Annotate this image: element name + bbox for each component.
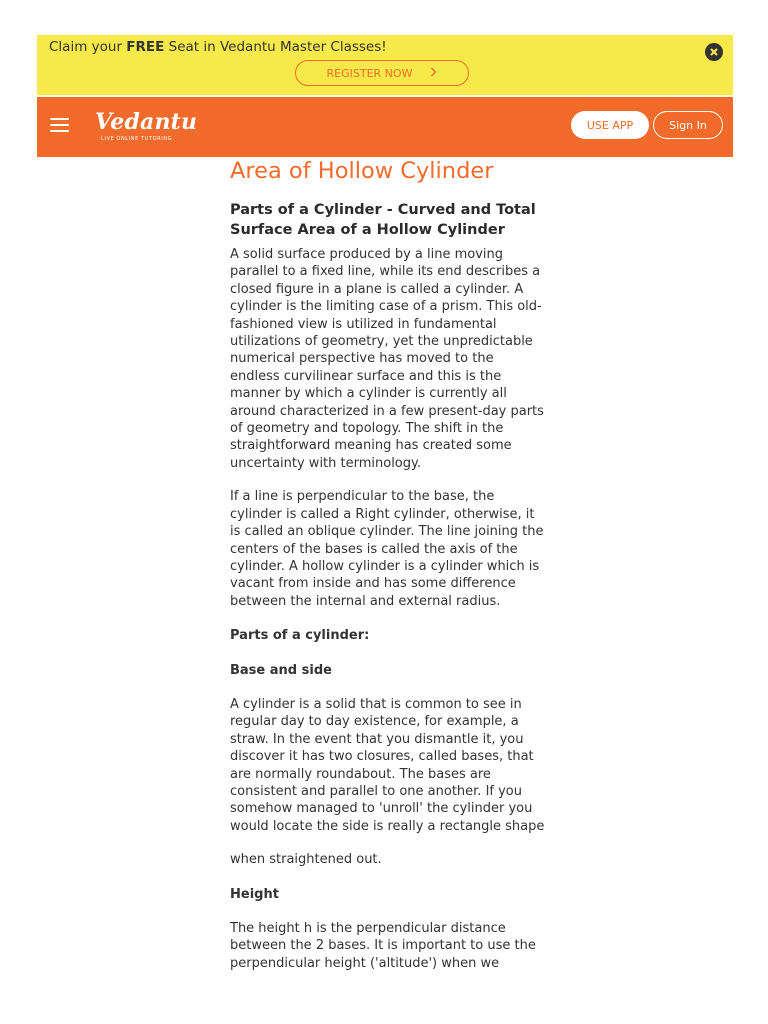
subheading-height: Height	[230, 886, 279, 902]
top-navbar	[37, 97, 733, 157]
register-now-button[interactable]	[295, 60, 469, 86]
subheading-parts: Parts of a cylinder:	[230, 628, 370, 644]
sign-in-button[interactable]: Sign In	[653, 111, 723, 139]
paragraph-right-oblique: If a line is perpendicular to the base, the cylinder is called a Right cylinder, otherwise, it is called an oblique cylinder. The line joining the centers of the bases is called the axis of the cylinder. A hollow cylinder is a cylinder which is vacant from inside and has some difference between the internal and external radius.	[230, 489, 544, 609]
logo-tagline: LIVE ONLINE TUTORING	[101, 136, 173, 142]
hamburger-menu-icon[interactable]	[50, 118, 69, 132]
vedantu-logo[interactable]	[95, 109, 198, 145]
promo-banner	[37, 35, 733, 95]
paragraph-base-side: A cylinder is a solid that is common to see in regular day to day existence, for example, a straw. In the event that you dismantle it, you discover it has two closures, called bases, that are normally roundabout. The bases are consistent and parallel to one another. If you somehow managed to 'unroll' the cylinder you would locate the side is really a rectangle shape	[230, 696, 545, 834]
paragraph-straightened: when straightened out.	[230, 852, 382, 868]
chevron-right-icon	[430, 66, 437, 80]
subheading-base-side: Base and side	[230, 662, 332, 678]
article-content	[230, 156, 545, 972]
use-app-button[interactable]: USE APP	[571, 111, 649, 139]
section-heading: Parts of a Cylinder - Curved and Total Surface Area of a Hollow Cylinder	[230, 202, 536, 238]
logo-wordmark: Vedantu	[95, 109, 198, 135]
paragraph-height: The height h is the perpendicular distance between the 2 bases. It is important to use the perpendicular height ('altitude') when we	[230, 921, 536, 971]
page-title: Area of Hollow Cylinder	[230, 158, 494, 184]
promo-text: Claim your FREE Seat in Vedantu Master Classes!	[49, 39, 387, 55]
paragraph-cylinder-definition: A solid surface produced by a line moving parallel to a fixed line, while its end describes a closed figure in a plane is called a cylinder. A cylinder is the limiting case of a prism. This old-fashioned view is utilized in fundamental utilizations of geometry, yet the unpredictable numerical perspective has moved to the endless curvilinear surface and this is the manner by which a cylinder is currently all around characterized in a few present-day parts of geometry and topology. The shift in the straightforward meaning has created some uncertainty with terminology.	[230, 247, 544, 471]
register-now-label: REGISTER NOW	[326, 66, 413, 80]
promo-free-label: FREE	[126, 39, 165, 55]
close-icon[interactable]	[705, 43, 723, 61]
